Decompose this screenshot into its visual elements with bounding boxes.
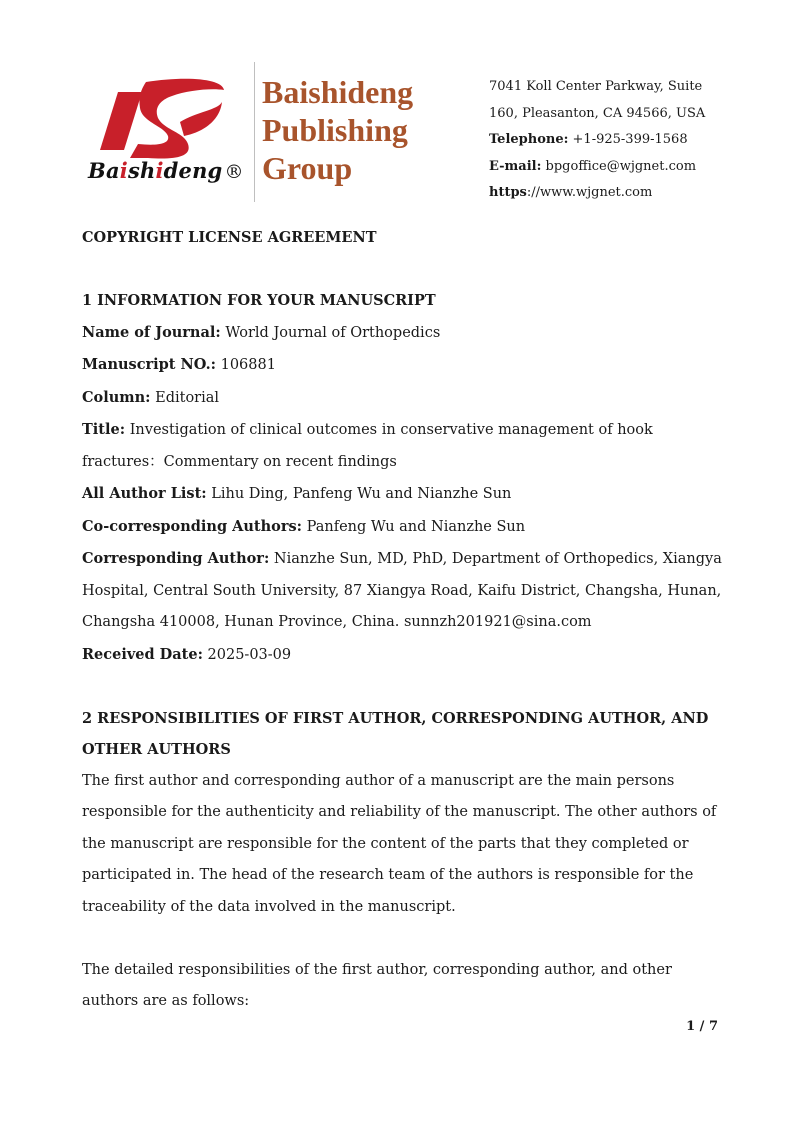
title-field: Title: Investigation of clinical outcomes in conservative management of hook fractures：Commentary on recent findings (82, 421, 653, 470)
page-number: 1 / 7 (686, 1019, 718, 1034)
telephone-line: Telephone: +1-925-399-1568 (489, 132, 688, 147)
publisher-name-line2: Publishing (262, 112, 408, 148)
received-date-field: Received Date: 2025-03-09 (82, 645, 292, 663)
corresponding-author-field: Corresponding Author: Nianzhe Sun, MD, PhD, Department of Orthopedics, Xiangya Hospital, Central South University, 87 Xiangya Road, Kaifu District, Changsha, Hunan, Changsha 410008, Hunan Province, China. sunnzh201921@sina.com (82, 550, 722, 630)
publisher-name (262, 73, 413, 187)
agreement-body (82, 222, 722, 1018)
section2-paragraph2: The detailed responsibilities of the first author, corresponding author, and other authors are as follows: (82, 961, 672, 1009)
address-line1: 7041 Koll Center Parkway, Suite (489, 79, 703, 94)
address-line2: 160, Pleasanton, CA 94566, USA (489, 105, 706, 121)
header-divider (254, 62, 255, 202)
website-line[interactable]: https://www.wjgnet.com (489, 185, 653, 200)
brand-script-wordmark: Baishideng ® (88, 158, 244, 183)
column-field: Column: Editorial (82, 388, 220, 406)
co-corresponding-field: Co-corresponding Authors: Panfeng Wu and Nianzhe Sun (82, 517, 526, 535)
author-list-field: All Author List: Lihu Ding, Panfeng Wu and Nianzhe Sun (82, 485, 512, 502)
section2-heading: 2 RESPONSIBILITIES OF FIRST AUTHOR, CORRESPONDING AUTHOR, AND OTHER AUTHORS (82, 709, 709, 758)
section1-heading: 1 INFORMATION FOR YOUR MANUSCRIPT (82, 292, 436, 309)
publisher-contact (489, 74, 705, 207)
agreement-title: COPYRIGHT LICENSE AGREEMENT (82, 229, 377, 246)
email-line[interactable]: E-mail: bpgoffice@wjgnet.com (489, 158, 697, 174)
publisher-name-line1: Baishideng (262, 74, 414, 110)
journal-field: Name of Journal: World Journal of Orthopedics (82, 323, 441, 341)
publisher-name-line3: Group (262, 150, 353, 186)
manuscript-no-field: Manuscript NO.: 106881 (82, 356, 276, 373)
section2-paragraph1: The first author and corresponding author of a manuscript are the main persons responsible for the authenticity and reliability of the manuscript. The other authors of the manuscript are responsible for the content of the parts that they completed or participated in. The head of the research team of the authors is responsible for the traceability of the data involved in the manuscript. (82, 772, 717, 915)
